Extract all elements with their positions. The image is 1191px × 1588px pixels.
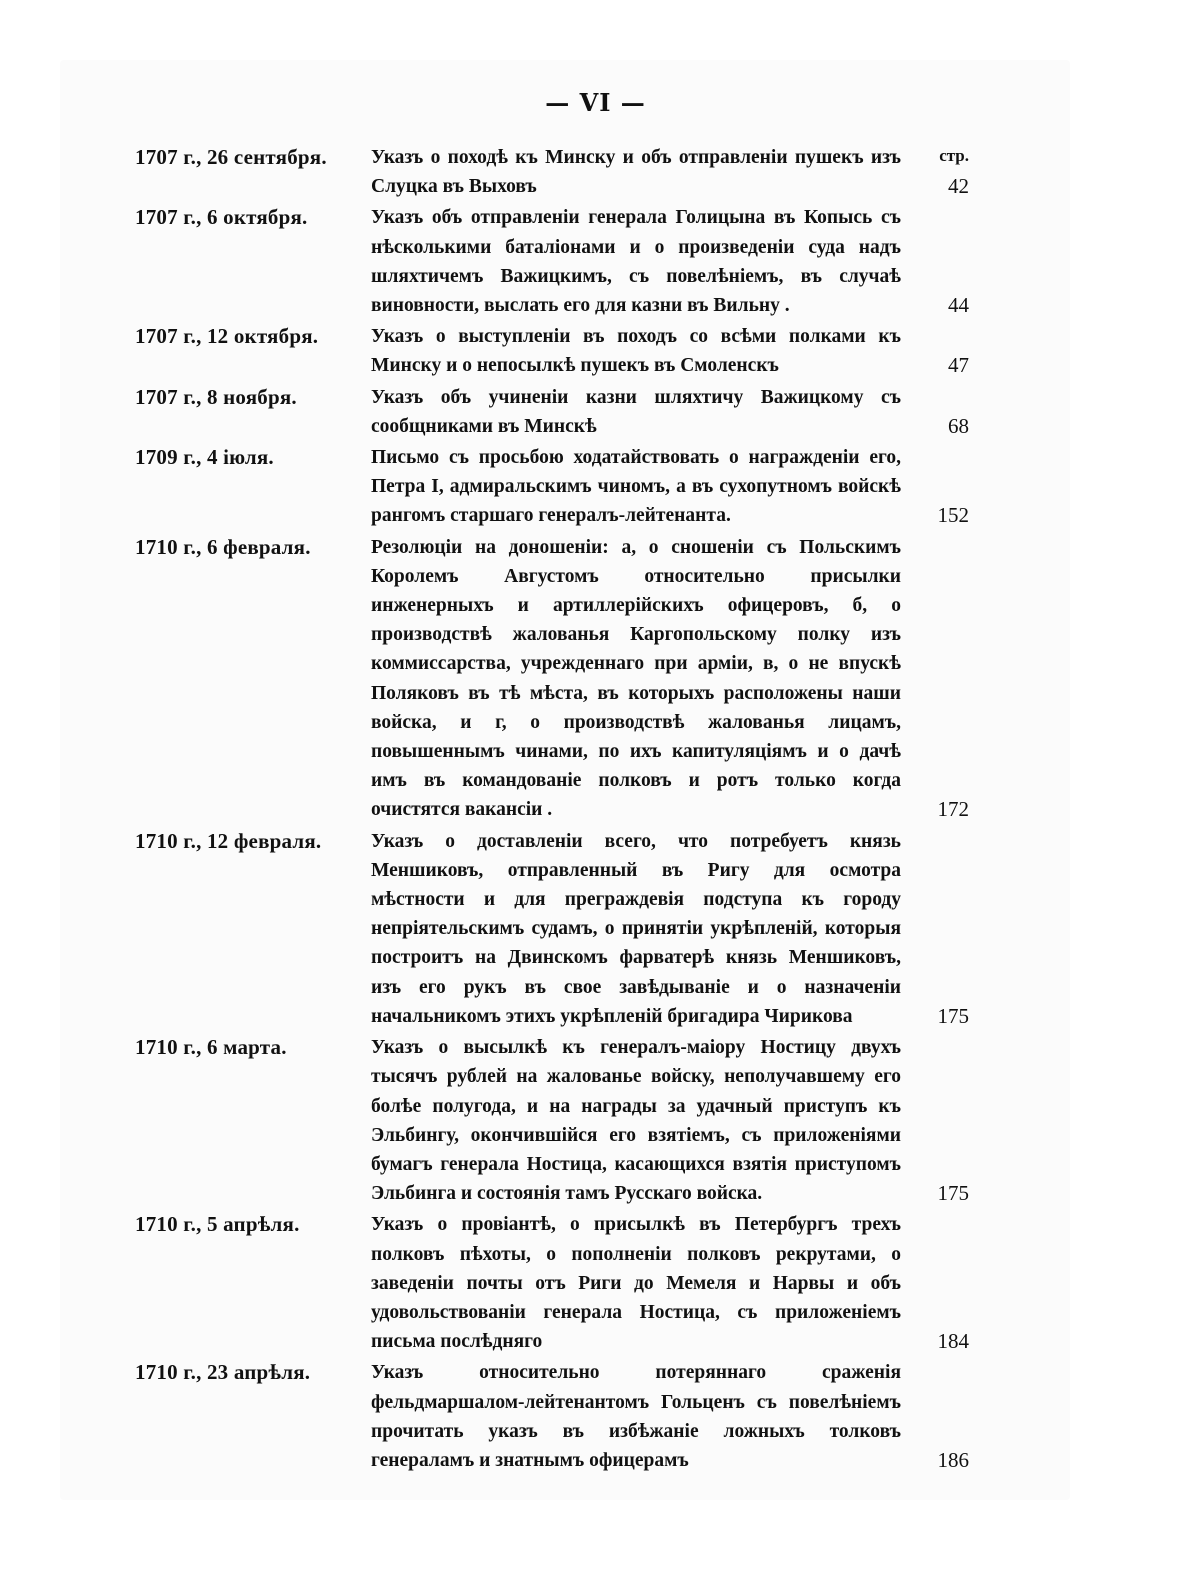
- toc-entry: [135, 322, 985, 380]
- entry-page-number: 42: [948, 174, 969, 199]
- entry-page-cell: [901, 146, 985, 201]
- entry-page-number: 152: [937, 503, 969, 528]
- toc-entry: [135, 443, 985, 531]
- entry-description: Указъ объ отправленіи генерала Голицына въ Копысь съ нѣсколькими баталіонами и о произведеніи суда надъ шляхтичемъ Важицкимъ, съ повелѣніемъ, въ случаѣ виновности, выслать его для казни въ Вильну .: [371, 207, 901, 317]
- table-of-contents: [135, 143, 985, 1477]
- entry-date: 1707 г., 26 сентября.: [135, 145, 327, 169]
- toc-entry: [135, 1033, 985, 1208]
- entry-date: 1710 г., 5 апрѣля.: [135, 1212, 300, 1237]
- entry-page-number: 172: [937, 797, 969, 822]
- entry-date: 1709 г., 4 іюля.: [135, 445, 274, 470]
- entry-description: Указъ о выступленіи въ походъ со всѣми полками къ Минску и о непосылкѣ пушекъ въ Смоленскъ: [371, 326, 901, 377]
- entry-description: Указъ о высылкѣ къ генералъ-маіору Ностицу двухъ тысячъ рублей на жалованье войску, неполучавшему его болѣе полугода, и на награды за удачный приступъ къ Эльбингу, окончившійся его взятіемъ, съ приложеніями бумагъ генерала Ностица, касающихся взятія приступомъ Эльбинга и состоянія тамъ Русскаго войска.: [371, 1037, 901, 1205]
- toc-entry: [135, 533, 985, 825]
- toc-entry: [135, 203, 985, 320]
- entry-description: Указъ о провіантѣ, о присылкѣ въ Петербургъ трехъ полковъ пѣхоты, о пополненіи полковъ рекрутами, о заведеніи почты отъ Риги до Мемеля и Нарвы и объ удовольствованіи генерала Ностица, съ приложеніемъ письма послѣдняго: [371, 1214, 901, 1353]
- entry-description: Указъ относительно потеряннаго сраженія фельдмаршалом-лейтенантомъ Гольценъ съ повелѣніемъ прочитать указъ въ избѣжаніе ложныхъ толковъ генераламъ и знатнымъ офицерамъ: [371, 1362, 901, 1471]
- entry-description: Указъ о доставленіи всего, что потребуетъ князь Меншиковъ, отправленный въ Ригу для осмотра мѣстности и для преграждевія подступа къ городу непріятельскимъ судамъ, о принятіи укрѣпленій, которыя построитъ на Двинскомъ фарватерѣ князь Меншиковъ, изъ его рукъ въ свое завѣдываніе и о назначеніи начальникомъ этихъ укрѣпленій бригадира Чирикова: [371, 830, 901, 1027]
- entry-date: 1710 г., 6 марта.: [135, 1035, 287, 1060]
- entry-description: Указъ о походѣ къ Минску и объ отправленіи пушекъ изъ Слуцка въ Выховъ: [371, 147, 901, 198]
- entry-page-number: 47: [948, 353, 969, 378]
- toc-entry: [135, 827, 985, 1031]
- toc-entry: [135, 383, 985, 441]
- entry-date: 1707 г., 12 октября.: [135, 324, 319, 349]
- toc-entry: [135, 1210, 985, 1356]
- entry-description: Резолюціи на доношеніи: а, о сношеніи съ Польскимъ Королемъ Августомъ относительно присылки инженерныхъ и артиллерійскихъ офицеровъ, б, о производствѣ жалованья Каргопольскому полку изъ коммиссарства, учрежденнаго при арміи, в, о не впускѣ Поляковъ въ тѣ мѣста, въ которыхъ расположены наши войска, и г, о производствѣ жалованья лицамъ, повышеннымъ чинами, по ихъ капитуляціямъ и о дачѣ имъ въ командованіе полковъ и ротъ только когда очистятся вакансіи .: [371, 536, 901, 821]
- entry-page-number: 186: [937, 1447, 969, 1472]
- entry-page-number: 175: [937, 1003, 969, 1028]
- entry-date: 1710 г., 6 февраля.: [135, 534, 311, 559]
- entry-date: 1707 г., 6 октября.: [135, 205, 308, 230]
- entry-description: Письмо съ просьбою ходатайствовать о награжденіи его, Петра I, адмиральскимъ чиномъ, а въ сухопутномъ войскѣ рангомъ старшаго генералъ-лейтенанта.: [371, 447, 901, 527]
- entry-description: Указъ объ учиненіи казни шляхтичу Важицкому съ сообщниками въ Минскѣ: [371, 386, 901, 437]
- toc-entry: [135, 143, 985, 201]
- page-column-label: стр.: [939, 146, 969, 166]
- entry-date: 1707 г., 8 ноября.: [135, 384, 297, 409]
- entry-date: 1710 г., 12 февраля.: [135, 828, 322, 853]
- entry-date: 1710 г., 23 апрѣля.: [135, 1360, 311, 1385]
- entry-page-number: 44: [948, 293, 969, 318]
- entry-page-number: 184: [937, 1329, 969, 1354]
- page-number-header: — VI —: [545, 88, 646, 117]
- entry-page-number: 68: [948, 413, 969, 438]
- entry-page-number: 175: [937, 1181, 969, 1206]
- toc-entry: [135, 1358, 985, 1475]
